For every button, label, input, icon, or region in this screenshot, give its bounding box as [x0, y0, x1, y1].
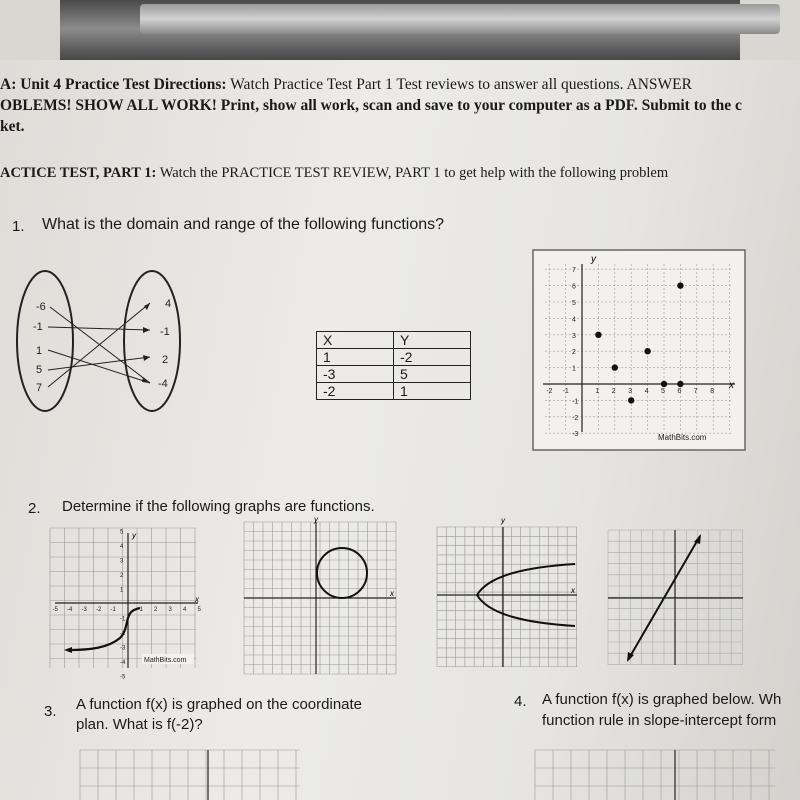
- y-tick-label: 4: [120, 544, 124, 550]
- graph-3-partial: [80, 750, 300, 800]
- arrow-head: [143, 327, 150, 333]
- x-tick-label: 6: [677, 388, 682, 395]
- table-row: [317, 366, 471, 383]
- mapping-arrow: [48, 303, 150, 387]
- q3-line-1: A function f(x) is graphed on the coordinate: [76, 696, 363, 713]
- q2-number: 2.: [28, 500, 41, 517]
- q4-line-1: A function f(x) is graphed below. Wh: [542, 691, 782, 708]
- xy-table: [316, 331, 471, 400]
- mapping-arrow: [48, 357, 150, 370]
- x-tick-label: 2: [611, 388, 616, 395]
- directions-title: A: Unit 4 Practice Test Directions:: [0, 76, 227, 93]
- range-oval: [124, 271, 180, 411]
- y-tick-label: 1: [572, 365, 576, 373]
- graph-1: [50, 528, 201, 681]
- arrow-head: [142, 377, 150, 383]
- clip-bar: [140, 4, 780, 34]
- arrow-head: [144, 303, 150, 310]
- range-value: 2: [162, 354, 169, 366]
- q3-line-2: plan. What is f(-2)?: [76, 716, 203, 733]
- directions-line-3: ket.: [0, 118, 25, 135]
- table-cell: -3: [317, 366, 394, 383]
- mapping-arrow: [48, 327, 150, 330]
- y-axis-label: y: [501, 516, 505, 525]
- x-tick-label: 7: [693, 388, 698, 395]
- graph-2: [244, 515, 396, 674]
- y-tick-label: -3: [572, 431, 579, 439]
- x-tick-label: 1: [139, 607, 143, 613]
- q1-text: What is the domain and range of the following functions?: [42, 216, 445, 233]
- domain-value: -1: [33, 321, 43, 333]
- part-text: Watch the PRACTICE TEST REVIEW, PART 1 to get help with the following problem: [156, 165, 669, 181]
- y-tick-label: 2: [572, 349, 576, 357]
- scatter-point: [677, 282, 683, 288]
- q1-number: 1.: [12, 218, 25, 235]
- table-cell: -2: [317, 383, 394, 400]
- table-row: [317, 349, 471, 366]
- y-tick-label: 4: [572, 316, 576, 324]
- q4-number: 4.: [514, 693, 527, 710]
- x-tick-label: 4: [644, 388, 649, 395]
- x-tick-label: 3: [628, 388, 633, 395]
- graph-4-partial: [535, 750, 775, 800]
- domain-value: 7: [36, 382, 43, 394]
- table-header-x: X: [317, 332, 394, 349]
- y-tick-label: -1: [120, 616, 126, 623]
- scatter-plot: [533, 250, 745, 450]
- directions-line-2: OBLEMS! SHOW ALL WORK! Print, show all work, scan and save to your computer as a PDF. Submit to the c: [0, 97, 742, 114]
- x-axis-label: x: [729, 380, 734, 391]
- y-axis-label: y: [132, 531, 136, 540]
- y-tick-label: 6: [572, 283, 576, 291]
- scatter-point: [644, 348, 650, 354]
- x-tick-label: 2: [154, 607, 158, 613]
- scatter-point: [612, 364, 618, 370]
- x-tick-label: 5: [661, 388, 665, 395]
- q3-number: 3.: [44, 703, 57, 720]
- domain-value: -6: [36, 301, 46, 313]
- mathbits-credit: MathBits.com: [658, 433, 707, 442]
- arrow-head: [64, 647, 72, 653]
- x-tick-label: -1: [110, 607, 116, 613]
- q2-text: Determine if the following graphs are functions.: [62, 498, 375, 515]
- table-cell: 5: [394, 366, 471, 383]
- y-tick-label: -1: [572, 398, 579, 406]
- scatter-point: [661, 381, 667, 387]
- y-tick-label: -5: [120, 674, 126, 681]
- part-title: ACTICE TEST, PART 1:: [0, 165, 157, 181]
- domain-oval: [17, 271, 73, 411]
- q4-line-2: function rule in slope-intercept form: [542, 712, 777, 729]
- graph-4: [608, 530, 743, 665]
- y-tick-label: 5: [120, 529, 124, 536]
- y-tick-label: -3: [120, 645, 126, 652]
- x-tick-label: -2: [96, 607, 102, 613]
- scatter-point: [677, 381, 683, 387]
- table-header-y: Y: [394, 332, 471, 349]
- mapping-arrow: [50, 307, 150, 383]
- scatter-point: [595, 332, 601, 338]
- scatter-point: [628, 397, 634, 403]
- x-tick-label: 5: [197, 607, 201, 613]
- range-value: -4: [158, 378, 168, 390]
- domain-value: 1: [36, 345, 43, 357]
- y-axis-label: y: [591, 254, 596, 265]
- x-axis-label: x: [195, 595, 199, 604]
- part-heading: [0, 165, 668, 182]
- x-tick-label: -4: [67, 607, 73, 613]
- table-cell: 1: [317, 349, 394, 366]
- y-tick-label: -2: [120, 631, 126, 637]
- x-tick-label: 4: [183, 607, 187, 613]
- graph-3: [437, 516, 577, 667]
- y-tick-label: 3: [572, 332, 576, 340]
- y-tick-label: 5: [572, 300, 576, 307]
- x-axis-label: x: [571, 586, 575, 595]
- y-tick-label: 7: [572, 267, 576, 275]
- range-value: -1: [160, 326, 170, 338]
- y-tick-label: 3: [120, 558, 124, 565]
- x-tick-label: -3: [81, 607, 87, 613]
- directions-line-1: [0, 76, 692, 94]
- mapping-arrow: [48, 350, 150, 383]
- x-tick-label: 3: [168, 607, 172, 613]
- x-tick-label: -1: [562, 388, 569, 395]
- table-header-row: [317, 332, 471, 349]
- table-cell: -2: [394, 349, 471, 366]
- x-tick-label: 1: [595, 388, 600, 395]
- table-cell: 1: [394, 383, 471, 400]
- y-tick-label: 1: [120, 587, 124, 594]
- arrow-head: [143, 355, 150, 361]
- x-tick-label: -5: [52, 607, 58, 613]
- mathbits-credit: MathBits.com: [144, 657, 187, 664]
- y-tick-label: 2: [120, 573, 124, 579]
- y-tick-label: -2: [572, 414, 579, 422]
- mapping-diagram: [0, 255, 210, 430]
- x-tick-label: -2: [546, 388, 553, 395]
- directions-text: Watch Practice Test Part 1 Test reviews to answer all questions. ANSWER: [226, 76, 692, 93]
- range-value: 4: [165, 298, 172, 310]
- x-axis-label: x: [390, 589, 394, 598]
- domain-value: 5: [36, 364, 43, 376]
- y-axis-label: y: [314, 515, 318, 524]
- table-row: [317, 383, 471, 400]
- x-tick-label: 8: [710, 388, 715, 395]
- y-tick-label: -4: [120, 660, 126, 666]
- circle-graph: [317, 548, 367, 598]
